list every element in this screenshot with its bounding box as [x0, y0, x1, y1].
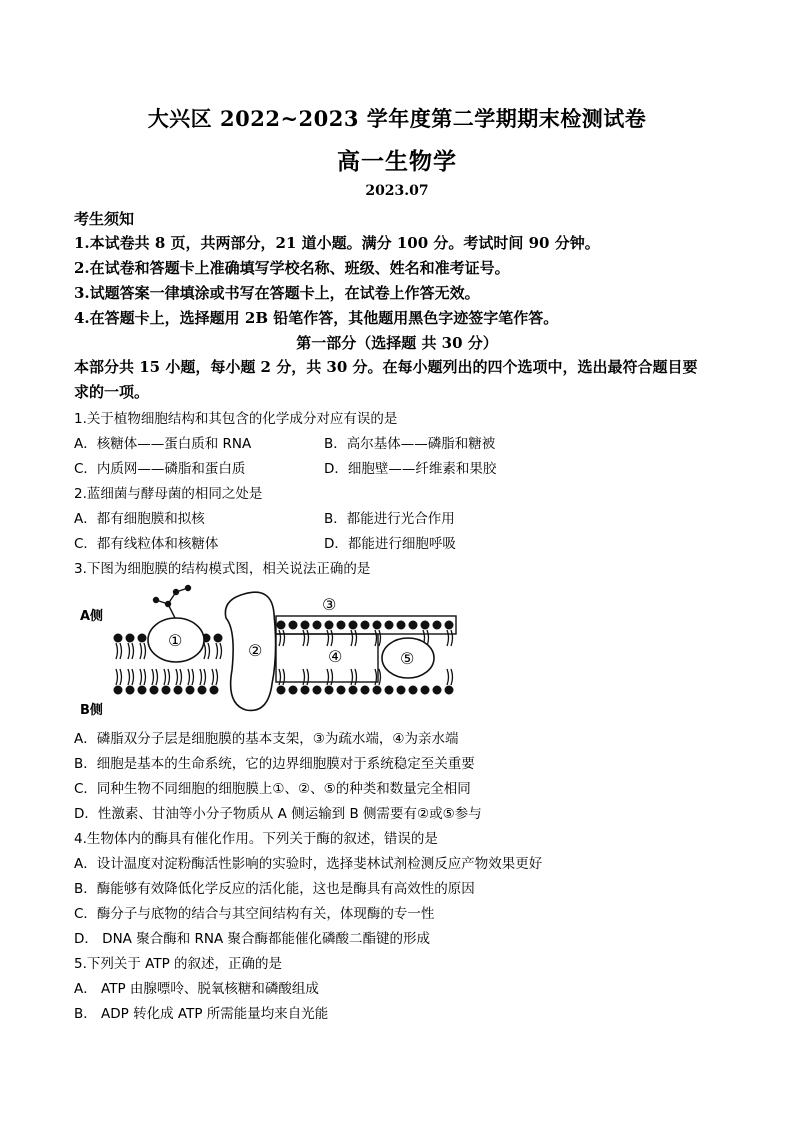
q3-option-b: B．细胞是基本的生命系统，它的边界细胞膜对于系统稳定至关重要: [74, 756, 475, 772]
q1-option-d: D．细胞壁——纤维素和果胶: [324, 461, 497, 477]
notice-heading: 考生须知: [74, 210, 135, 228]
region-4-box: [276, 634, 378, 682]
glycoprotein-chain: [154, 586, 191, 621]
figure-side-a: A侧: [80, 609, 104, 624]
figure-label-3: ③: [322, 595, 337, 614]
figure-label-5: ⑤: [400, 649, 415, 668]
q1-stem: 1.关于植物细胞结构和其包含的化学成分对应有误的是: [74, 411, 398, 427]
q5-option-a: A． ATP 由腺嘌呤、脱氧核糖和磷酸组成: [74, 981, 319, 997]
exam-title: 大兴区 2022~2023 学年度第二学期期末检测试卷: [147, 106, 647, 131]
q3-stem: 3.下图为细胞膜的结构模式图，相关说法正确的是: [74, 561, 371, 577]
notice-item-1: 1.本试卷共 8 页，共两部分，21 道小题。满分 100 分。考试时间 90 分钟。: [74, 234, 600, 252]
q4-option-c: C．酶分子与底物的结合与其空间结构有关，体现酶的专一性: [74, 906, 435, 922]
q2-stem: 2.蓝细菌与酵母菌的相同之处是: [74, 486, 263, 502]
q3-option-c: C．同种生物不同细胞的细胞膜上①、②、⑤的种类和数量完全相同: [74, 781, 471, 797]
q1-option-b: B．高尔基体——磷脂和糖被: [324, 436, 496, 452]
q4-stem: 4.生物体内的酶具有催化作用。下列关于酶的叙述，错误的是: [74, 831, 438, 847]
q1-option-a: A．核糖体——蛋白质和 RNA: [74, 436, 252, 452]
q5-stem: 5.下列关于 ATP 的叙述，正确的是: [74, 956, 283, 972]
lower-lipid-heads: [114, 686, 454, 695]
exam-date: 2023.07: [365, 183, 429, 199]
part1-desc-line1: 本部分共 15 小题，每小题 2 分，共 30 分。在每小题列出的四个选项中，选出最符合题目要: [74, 358, 698, 376]
notice-item-4: 4.在答题卡上，选择题用 2B 铅笔作答，其他题用黑色字迹签字笔作答。: [74, 309, 559, 327]
figure-label-2: ②: [248, 641, 263, 660]
notice-item-3: 3.试题答案一律填涂或书写在答题卡上，在试卷上作答无效。: [74, 284, 480, 302]
part1-title: 第一部分（选择题 共 30 分）: [296, 334, 498, 352]
figure-side-b: B侧: [80, 703, 103, 718]
q5-option-b: B． ADP 转化成 ATP 所需能量均来自光能: [74, 1006, 329, 1022]
q1-option-c: C．内质网——磷脂和蛋白质: [74, 461, 246, 477]
part1-desc-line2: 求的一项。: [74, 383, 150, 401]
q4-option-d: D． DNA 聚合酶和 RNA 聚合酶都能催化磷酸二酯键的形成: [74, 931, 431, 947]
q2-option-b: B．都能进行光合作用: [324, 511, 455, 527]
subject-title: 高一生物学: [337, 148, 457, 175]
notice-item-2: 2.在试卷和答题卡上准确填写学校名称、班级、姓名和准考证号。: [74, 259, 510, 277]
q4-option-b: B．酶能够有效降低化学反应的活化能，这也是酶具有高效性的原因: [74, 881, 475, 897]
cell-membrane-figure: [76, 580, 476, 720]
q4-option-a: A．设计温度对淀粉酶活性影响的实验时，选择斐林试剂检测反应产物效果更好: [74, 856, 543, 872]
q2-option-a: A．都有细胞膜和拟核: [74, 511, 205, 527]
q2-option-c: C．都有线粒体和核糖体: [74, 536, 219, 552]
figure-label-1: ①: [168, 631, 183, 650]
q3-option-a: A．磷脂双分子层是细胞膜的基本支架，③为疏水端，④为亲水端: [74, 731, 459, 747]
q2-option-d: D．都能进行细胞呼吸: [324, 536, 456, 552]
q3-option-d: D．性激素、甘油等小分子物质从 A 侧运输到 B 侧需要有②或⑤参与: [74, 806, 482, 822]
figure-label-4: ④: [328, 647, 343, 666]
